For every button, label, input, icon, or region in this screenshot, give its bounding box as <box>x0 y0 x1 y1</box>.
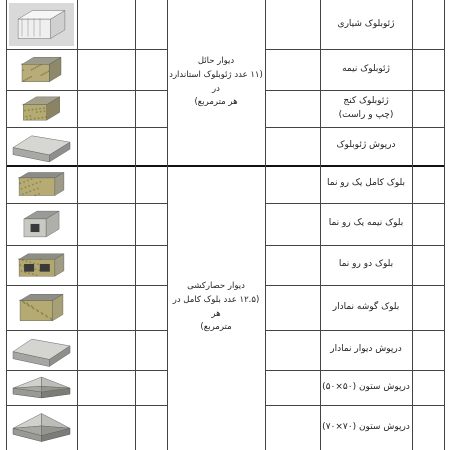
row-divider <box>6 285 167 286</box>
product-name-cell: بلوک گوشه نمادار <box>332 301 400 312</box>
row-number-cell <box>412 285 444 330</box>
row-number-cell <box>412 330 444 370</box>
grooved-geoblock-image <box>9 3 74 46</box>
dimension-cell <box>265 165 320 203</box>
row-number-cell <box>412 90 444 127</box>
price-cell <box>77 330 135 370</box>
corner-face-block-image <box>9 288 74 327</box>
unit-cell <box>135 330 167 370</box>
price-cell <box>77 165 135 203</box>
corner-geoblock-image <box>9 93 74 124</box>
product-name-cell: ژئوبلوک شیاری <box>337 18 395 29</box>
row-divider <box>6 405 167 406</box>
row-divider <box>265 370 444 371</box>
price-cell <box>77 285 135 330</box>
column-cap-50-image <box>9 373 74 402</box>
column-divider <box>77 0 78 450</box>
dimension-cell <box>265 245 320 285</box>
row-number-cell <box>412 245 444 285</box>
price-cell <box>77 0 135 49</box>
row-divider <box>6 370 167 371</box>
dimension-cell <box>265 330 320 370</box>
dimension-cell <box>265 0 320 49</box>
price-cell <box>77 127 135 165</box>
unit-cell <box>135 127 167 165</box>
column-divider <box>167 0 168 450</box>
row-divider <box>6 330 167 331</box>
price-cell <box>77 203 135 245</box>
row-number-cell <box>412 405 444 450</box>
price-cell <box>77 405 135 450</box>
product-name-cell: ژئوبلوک کنج (چپ و راست) <box>338 96 394 120</box>
geoblock-cap-image <box>9 130 74 162</box>
column-divider <box>135 0 136 450</box>
unit-cell <box>135 165 167 203</box>
unit-cell <box>135 0 167 49</box>
row-divider <box>265 285 444 286</box>
dimension-cell <box>265 370 320 405</box>
dimension-cell <box>265 405 320 450</box>
half-block-one-face-image <box>9 206 74 242</box>
unit-cell <box>135 49 167 90</box>
column-divider <box>265 0 266 450</box>
unit-cell <box>135 405 167 450</box>
double-face-block-image <box>9 248 74 282</box>
row-divider <box>6 245 167 246</box>
row-divider <box>265 127 444 128</box>
product-name-cell: درپوش ژئوبلوک <box>336 140 396 151</box>
dimension-cell <box>265 203 320 245</box>
unit-cell <box>135 203 167 245</box>
dimension-cell <box>265 285 320 330</box>
full-block-one-face-image <box>9 168 74 200</box>
column-divider <box>444 0 445 450</box>
product-name-cell: ژئوبلوک نیمه <box>342 63 390 74</box>
row-divider <box>265 90 444 91</box>
row-divider <box>6 165 444 167</box>
unit-cell <box>135 285 167 330</box>
group-description-cell: دیوار حائل (۱۱ عدد ژئوبلوک استاندارد در هر مترمربع) <box>169 56 263 108</box>
price-cell <box>77 245 135 285</box>
row-number-cell <box>412 0 444 49</box>
row-divider <box>265 245 444 246</box>
column-divider <box>6 0 7 450</box>
product-name-cell: بلوک دو رو نما <box>338 259 394 270</box>
product-name-cell: بلوک نیمه یک رو نما <box>328 218 404 229</box>
row-divider <box>6 90 167 91</box>
row-divider <box>265 330 444 331</box>
row-divider <box>265 203 444 204</box>
row-number-cell <box>412 127 444 165</box>
row-divider <box>6 203 167 204</box>
unit-cell <box>135 370 167 405</box>
product-name-cell: درپوش دیوار نمادار <box>330 344 402 355</box>
half-geoblock-image <box>9 52 74 87</box>
row-divider <box>6 49 167 50</box>
dimension-cell <box>265 49 320 90</box>
row-divider <box>265 405 444 406</box>
price-cell <box>77 370 135 405</box>
unit-cell <box>135 90 167 127</box>
row-number-cell <box>412 49 444 90</box>
row-divider <box>265 49 444 50</box>
dimension-cell <box>265 127 320 165</box>
row-number-cell <box>412 370 444 405</box>
row-divider <box>6 127 167 128</box>
unit-cell <box>135 245 167 285</box>
group-description-cell: دیوار حصارکشی (۱۲.۵ عدد بلوک کامل در هر مترمربع) <box>172 281 260 333</box>
price-cell <box>77 49 135 90</box>
row-number-cell <box>412 203 444 245</box>
dimension-cell <box>265 90 320 127</box>
column-cap-70-image <box>9 408 74 447</box>
wall-cap-image <box>9 333 74 367</box>
price-cell <box>77 90 135 127</box>
row-number-cell <box>412 165 444 203</box>
product-name-cell: بلوک کامل یک رو نما <box>327 178 405 189</box>
product-name-cell: درپوش ستون (۷۰×۷۰) <box>322 421 410 432</box>
column-divider <box>412 0 413 450</box>
column-divider <box>320 0 321 450</box>
product-name-cell: درپوش ستون (۵۰×۵۰) <box>322 381 410 392</box>
